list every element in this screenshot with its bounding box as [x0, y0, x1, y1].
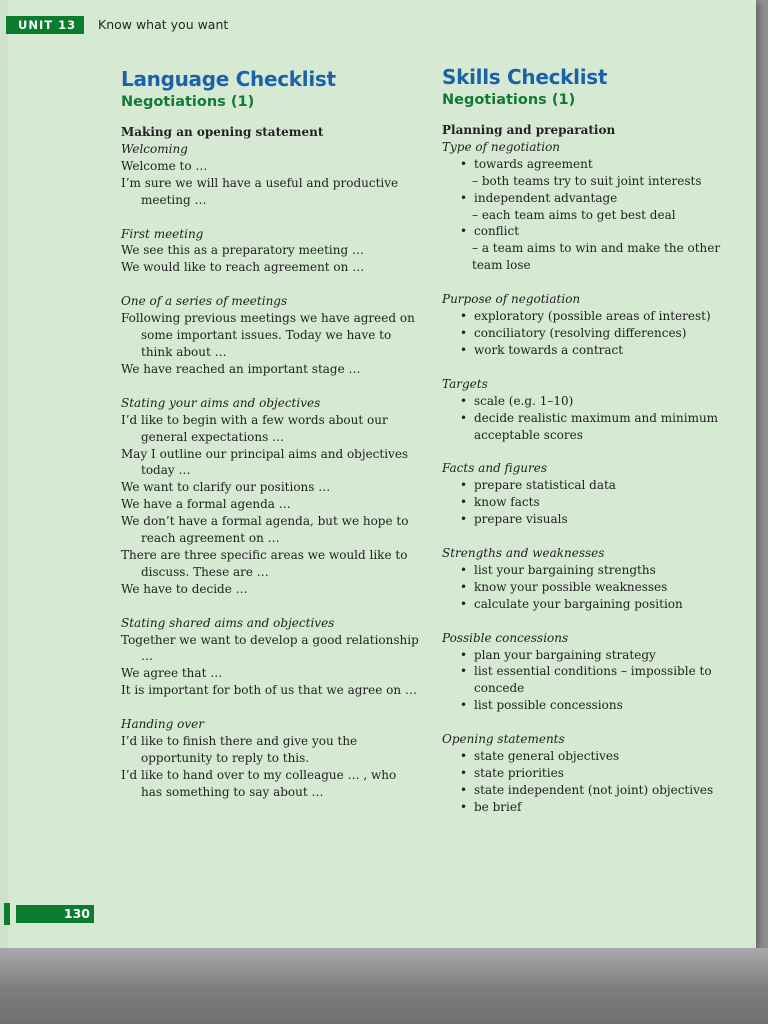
bullet-item: • list essential conditions – impossible to concede [460, 664, 712, 696]
language-checklist-subtitle: Negotiations (1) [121, 94, 255, 110]
unit-title: Know what you want [98, 17, 229, 32]
bullet-icon: • [460, 224, 468, 239]
bullet-item: • conflict [460, 224, 520, 239]
phrase-item: Welcome to … [121, 158, 208, 173]
section-category: One of a series of meetings [121, 294, 288, 309]
skills-checklist-title: Skills Checklist [442, 65, 608, 89]
section-possible-concessions [442, 630, 732, 715]
section-purpose [442, 291, 732, 359]
section-strengths-weaknesses [442, 545, 732, 613]
bullet-icon: • [460, 562, 468, 577]
phrase-item: There are three specific areas we would like to discuss. These are … [121, 547, 408, 579]
phrase-item: We have reached an important stage … [121, 361, 361, 376]
page-number-marker [4, 903, 10, 925]
section-category: Possible concessions [442, 630, 569, 645]
phrase-item: We have to decide … [121, 581, 248, 596]
bullet-icon: • [460, 512, 468, 527]
phrase-item: I’d like to begin with a few words about our general expectations … [121, 412, 388, 444]
section-category: Strengths and weaknesses [442, 546, 605, 561]
sub-item: – each team aims to get best deal [472, 207, 676, 222]
section-welcoming [121, 141, 421, 209]
phrase-item: I’d like to hand over to my colleague … , who has something to say about … [121, 767, 397, 799]
bullet-item: • independent advantage [460, 190, 618, 205]
phrase-item: We don’t have a formal agenda, but we hope to reach agreement on … [121, 514, 409, 546]
bullet-item: • know facts [460, 495, 540, 510]
section-type-of-negotiation [442, 139, 732, 274]
phrase-item: We want to clarify our positions … [121, 480, 331, 495]
bullet-icon: • [460, 190, 468, 205]
phrase-item: I’d like to finish there and give you the opportunity to reply to this. [121, 734, 358, 765]
section-category: Stating shared aims and objectives [121, 615, 335, 630]
phrase-item: It is important for both of us that we agree on … [121, 683, 417, 698]
section-category: Type of negotiation [442, 139, 561, 154]
section-first-meeting [121, 226, 421, 277]
bullet-icon: • [460, 647, 468, 662]
bullet-item: • work towards a contract [460, 342, 624, 357]
bullet-item: • prepare visuals [460, 512, 568, 527]
page-number: 130 [16, 905, 94, 923]
bullet-icon: • [460, 799, 468, 814]
bullet-icon: • [460, 596, 468, 611]
bullet-item: • list your bargaining strengths [460, 562, 656, 577]
section-category: Facts and figures [442, 461, 547, 476]
bullet-icon: • [460, 749, 468, 764]
section-category: Targets [442, 376, 488, 391]
phrase-item: May I outline our principal aims and objectives today … [121, 446, 409, 478]
bullet-item: • prepare statistical data [460, 478, 616, 493]
bullet-item: • state general objectives [460, 749, 620, 764]
background-surface [0, 948, 768, 1024]
section-series-of-meetings [121, 293, 421, 378]
phrase-item: We have a formal agenda … [121, 497, 291, 512]
bullet-icon: • [460, 766, 468, 780]
bullet-item: • list possible concessions [460, 698, 623, 713]
bullet-item: • scale (e.g. 1–10) [460, 393, 574, 408]
language-checklist-title: Language Checklist [121, 67, 336, 91]
bullet-icon: • [460, 410, 468, 425]
bullet-item: • state priorities [460, 766, 564, 780]
bullet-item: • decide realistic maximum and minimum acceptable scores [460, 410, 719, 442]
language-checklist-column [121, 66, 421, 801]
page-edge [0, 0, 8, 948]
bullet-icon: • [460, 393, 468, 408]
bullet-item: • be brief [460, 799, 522, 814]
bullet-item: • calculate your bargaining position [460, 596, 683, 611]
bullet-item: • state independent (not joint) objectives [460, 782, 714, 797]
phrase-item: I’m sure we will have a useful and productive meeting … [121, 175, 399, 207]
bullet-item: • conciliatory (resolving differences) [460, 325, 687, 340]
section-handing-over [121, 716, 421, 801]
phrase-item: We agree that … [121, 666, 223, 681]
bullet-icon: • [460, 495, 468, 510]
unit-label: UNIT 13 [6, 16, 84, 34]
skills-checklist-heading: Planning and preparation [442, 123, 616, 137]
skills-checklist-subtitle: Negotiations (1) [442, 92, 576, 108]
bullet-item: • know your possible weaknesses [460, 579, 668, 594]
phrase-item: Together we want to develop a good relationship … [121, 632, 419, 664]
bullet-icon: • [460, 156, 468, 171]
section-shared-aims [121, 615, 421, 700]
section-facts-figures [442, 460, 732, 528]
section-category: Purpose of negotiation [442, 292, 581, 307]
bullet-item: • plan your bargaining strategy [460, 647, 656, 662]
language-checklist-heading: Making an opening statement [121, 125, 324, 139]
section-category: Opening statements [442, 732, 565, 747]
section-targets [442, 376, 732, 444]
bullet-item: • towards agreement [460, 156, 593, 171]
bullet-icon: • [460, 478, 468, 493]
bullet-icon: • [460, 698, 468, 713]
bullet-icon: • [460, 664, 468, 679]
phrase-item: We would like to reach agreement on … [121, 260, 365, 275]
sub-item: – a team aims to win and make the other team lose [472, 241, 721, 273]
bullet-icon: • [460, 309, 468, 324]
section-category: Handing over [121, 717, 204, 732]
section-category: First meeting [121, 226, 204, 241]
bullet-item: • exploratory (possible areas of interest) [460, 309, 711, 324]
bullet-icon: • [460, 325, 468, 340]
section-category: Welcoming [121, 141, 188, 156]
skills-checklist-column [442, 64, 732, 816]
bullet-icon: • [460, 782, 468, 797]
section-category: Stating your aims and objectives [121, 395, 321, 410]
section-aims-objectives [121, 395, 421, 598]
phrase-item: Following previous meetings we have agreed on some important issues. Today we have to think about … [121, 311, 415, 359]
sub-item: – both teams try to suit joint interests [472, 173, 702, 188]
bullet-icon: • [460, 342, 468, 357]
phrase-item: We see this as a preparatory meeting … [121, 243, 364, 258]
section-opening-statements [442, 731, 732, 816]
bullet-icon: • [460, 579, 468, 594]
